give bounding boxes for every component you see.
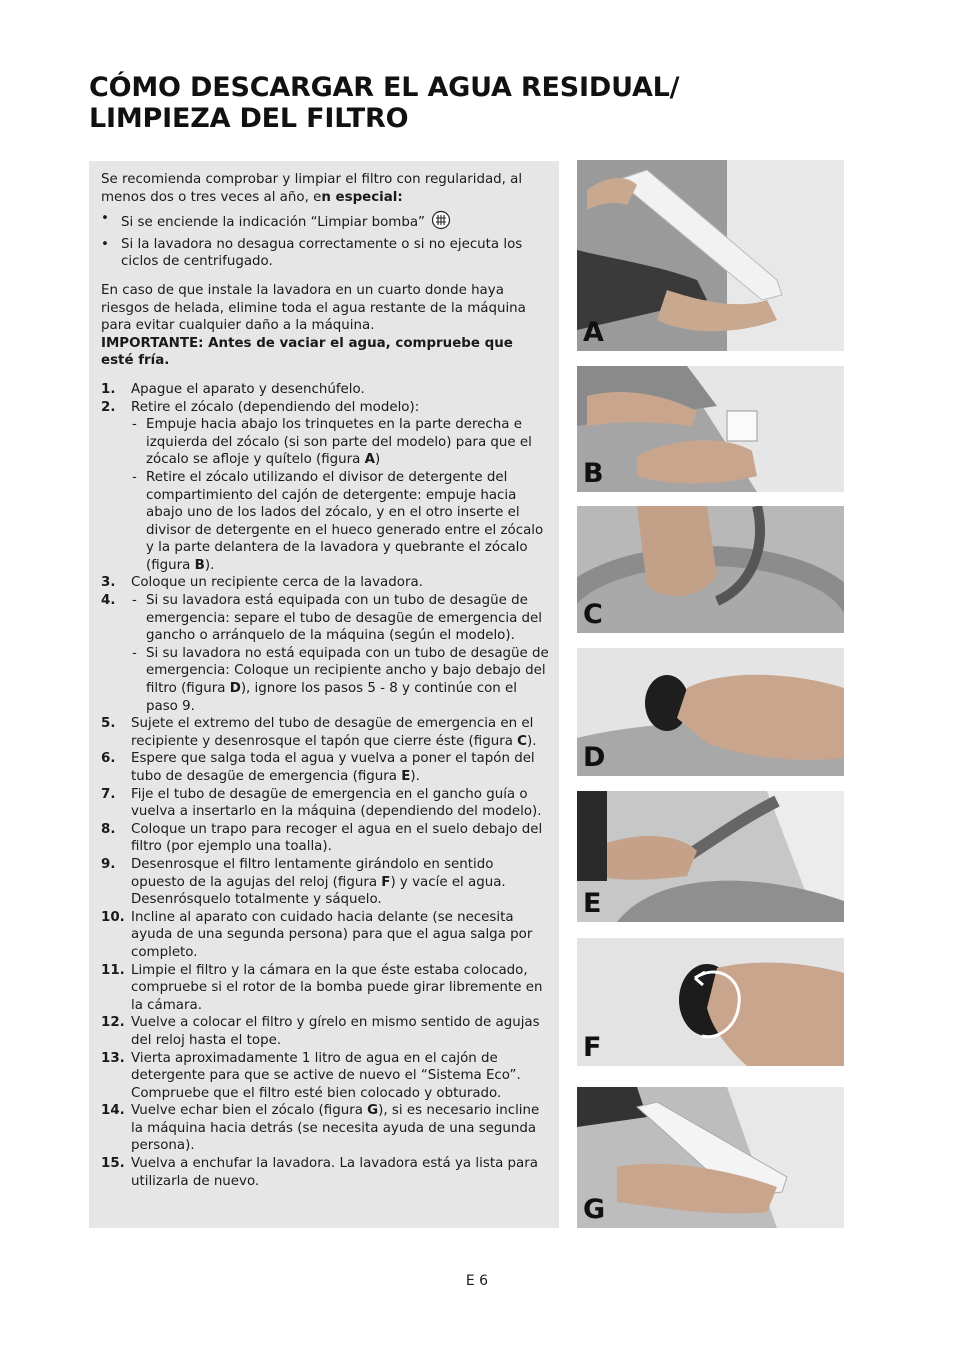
- step-text: Sujete el extremo del tubo de desagüe de emergencia en el recipiente y desenrosque el tapón que cierre éste (figura: [131, 716, 534, 749]
- figure-label: G: [583, 1194, 606, 1225]
- figure-a: [577, 160, 844, 351]
- figure-label: A: [583, 317, 604, 348]
- step-number: 3.: [101, 575, 116, 591]
- bullet-text: Si se enciende la indicación “Limpiar bomba”: [121, 215, 425, 231]
- step-text: Coloque un trapo para recoger el agua en el suelo debajo del filtro (por ejemplo una toalla).: [131, 821, 543, 855]
- step-item: [101, 1102, 549, 1155]
- step-number: 14.: [101, 1103, 125, 1119]
- step-item: [101, 399, 549, 575]
- step-text: ), ignore los pasos 5 - 8 y continúe con el paso 9.: [146, 681, 517, 714]
- sub-step: [131, 469, 549, 575]
- figure-reference: F: [381, 874, 391, 890]
- page-title: [89, 72, 789, 134]
- clean-pump-icon: [431, 210, 451, 236]
- step-item: [101, 715, 549, 750]
- step-number: 8.: [101, 821, 116, 837]
- figure-label: F: [583, 1032, 602, 1063]
- step-text: Retire el zócalo utilizando el divisor de detergente del compartimiento del cajón de detergente: empuje hacia abajo uno de los lados del zócalo, y en el otro inserte el divisor de detergente en el hueco generado entre el zócalo y la parte delantera de la lavadora y quebrante el zócalo (figura: [146, 469, 544, 573]
- step-text: ).: [410, 769, 420, 784]
- figure-c: [577, 506, 844, 633]
- figure-reference: B: [194, 557, 205, 573]
- figure-label: D: [583, 742, 606, 773]
- figure-reference: D: [229, 681, 241, 697]
- title-line-1: CÓMO DESCARGAR EL AGUA RESIDUAL/: [89, 72, 680, 103]
- figure-label: B: [583, 458, 604, 489]
- step-number: 11.: [101, 962, 125, 978]
- figure-c-photo: [577, 506, 844, 633]
- step-item: [101, 786, 549, 821]
- step-number: 1.: [101, 381, 116, 397]
- figure-e-photo: [577, 791, 844, 922]
- step-text: Empuje hacia abajo los trinquetes en la parte derecha e izquierda del zócalo (si son parte del modelo) para que el zócalo se afloje y quítelo (figura: [146, 417, 532, 468]
- step-text: Coloque un recipiente cerca de la lavadora.: [131, 575, 423, 591]
- step-number: 9.: [101, 856, 116, 872]
- step-text: Desenrosque el filtro lentamente girándolo en sentido opuesto de la agujas del reloj (figura: [131, 856, 494, 890]
- instructions-panel: [89, 161, 559, 1228]
- sub-steps: [131, 592, 549, 715]
- step-text: Apague el aparato y desenchúfelo.: [131, 381, 365, 397]
- step-item: [101, 1050, 549, 1103]
- step-number: 10.: [101, 909, 125, 925]
- figure-d-photo: [577, 648, 844, 776]
- step-number: 4.: [101, 593, 116, 609]
- step-number: 15.: [101, 1156, 125, 1172]
- intro-paragraph: [101, 171, 549, 206]
- figure-reference: G: [367, 1103, 379, 1119]
- step-number: 6.: [101, 751, 116, 767]
- figure-g-photo: [577, 1087, 844, 1228]
- intro-lead-bold: n especial:: [321, 189, 403, 205]
- instructions-content: [101, 171, 549, 1190]
- figure-a-photo: [577, 160, 844, 351]
- figure-label: E: [583, 888, 602, 919]
- figure-f: [577, 938, 844, 1066]
- intro-bullet: • Si la lavadora no desagua correctamente o si no ejecuta los ciclos de centrifugado.: [101, 236, 549, 271]
- step-text: Espere que salga toda el agua y vuelva a poner el tapón del tubo de desagüe de emergencia (figura: [131, 751, 535, 784]
- step-item: [101, 381, 549, 399]
- step-text: Incline al aparato con cuidado hacia delante (se necesita ayuda de una segunda persona) para que el agua salga por completo.: [131, 909, 533, 960]
- step-number: 5.: [101, 716, 116, 732]
- step-text: Vuelve echar bien el zócalo (figura: [131, 1103, 368, 1119]
- figure-g: [577, 1087, 844, 1228]
- figure-d: [577, 648, 844, 776]
- intro-bullets: [101, 210, 549, 271]
- step-item: [101, 856, 549, 909]
- intro-bullet: [101, 210, 549, 236]
- step-text: Vuelve a colocar el filtro y gírelo en mismo sentido de agujas del reloj hasta el tope.: [131, 1015, 540, 1048]
- figure-e: [577, 791, 844, 922]
- step-text: Si su lavadora no está equipada con un tubo de desagüe de emergencia: Coloque un recipiente ancho y bajo debajo del filtro (figura: [146, 645, 549, 697]
- figure-reference: A: [364, 452, 376, 468]
- figure-reference: E: [401, 769, 411, 784]
- step-item: [101, 574, 549, 592]
- step-text: Si su lavadora está equipada con un tubo de desagüe de emergencia: separe el tubo de desagüe de emergencia del gancho o arránquelo de la máquina (según el modelo).: [146, 593, 543, 644]
- sub-step: [131, 592, 549, 645]
- figure-f-photo: [577, 938, 844, 1066]
- step-text: ), si es necesario incline la máquina hacia detrás (se necesita ayuda de una segunda persona).: [131, 1103, 540, 1154]
- step-text: Vierta aproximadamente 1 litro de agua en el cajón de detergente para que se active de nuevo el “Sistema Eco”. Compruebe que el filtro esté bien colocado y obturado.: [131, 1050, 521, 1101]
- step-item: [101, 750, 549, 785]
- step-item: [101, 909, 549, 962]
- sub-step: [131, 645, 549, 715]
- sub-steps: [131, 416, 549, 574]
- step-item: [101, 592, 549, 715]
- steps-list: [101, 381, 549, 1190]
- step-item: [101, 821, 549, 856]
- frost-paragraph: En caso de que instale la lavadora en un cuarto donde haya riesgos de helada, elimine toda el agua restante de la máquina para evitar cualquier daño a la máquina.: [101, 282, 526, 334]
- important-note: IMPORTANTE: Antes de vaciar el agua, compruebe que esté fría.: [101, 335, 513, 369]
- figure-b-photo: [577, 366, 844, 492]
- step-item: [101, 962, 549, 1015]
- step-item: [101, 1155, 549, 1190]
- step-number: 12.: [101, 1015, 125, 1031]
- step-number: 7.: [101, 786, 116, 802]
- step-number: 2.: [101, 399, 116, 415]
- step-text: ) y vacíe el agua. Desenrósquelo totalmente y sáquelo.: [131, 874, 506, 908]
- step-text: ): [375, 452, 381, 468]
- step-text: Retire el zócalo (dependiendo del modelo):: [131, 399, 420, 415]
- page-number: E 6: [465, 1273, 489, 1289]
- step-text: ).: [527, 733, 537, 749]
- step-text: ).: [204, 557, 215, 573]
- step-text: Fije el tubo de desagüe de emergencia en el gancho guía o vuelva a insertarlo en la máquina (dependiendo del modelo).: [131, 786, 542, 820]
- step-text: Limpie el filtro y la cámara en la que éste estaba colocado, compruebe si el rotor de la bomba puede girar libremente en la cámara.: [131, 962, 543, 1013]
- step-item: [101, 1014, 549, 1049]
- figure-b: [577, 366, 844, 492]
- step-number: 13.: [101, 1050, 125, 1066]
- figure-label: C: [583, 599, 603, 630]
- intro-lead: Se recomienda comprobar y limpiar el filtro con regularidad, al menos dos o tres veces al año, e: [101, 172, 523, 205]
- title-line-2: LIMPIEZA DEL FILTRO: [89, 103, 409, 134]
- sub-step: [131, 416, 549, 469]
- figure-reference: C: [517, 733, 527, 749]
- step-text: Vuelva a enchufar la lavadora. La lavadora está ya lista para utilizarla de nuevo.: [131, 1156, 538, 1189]
